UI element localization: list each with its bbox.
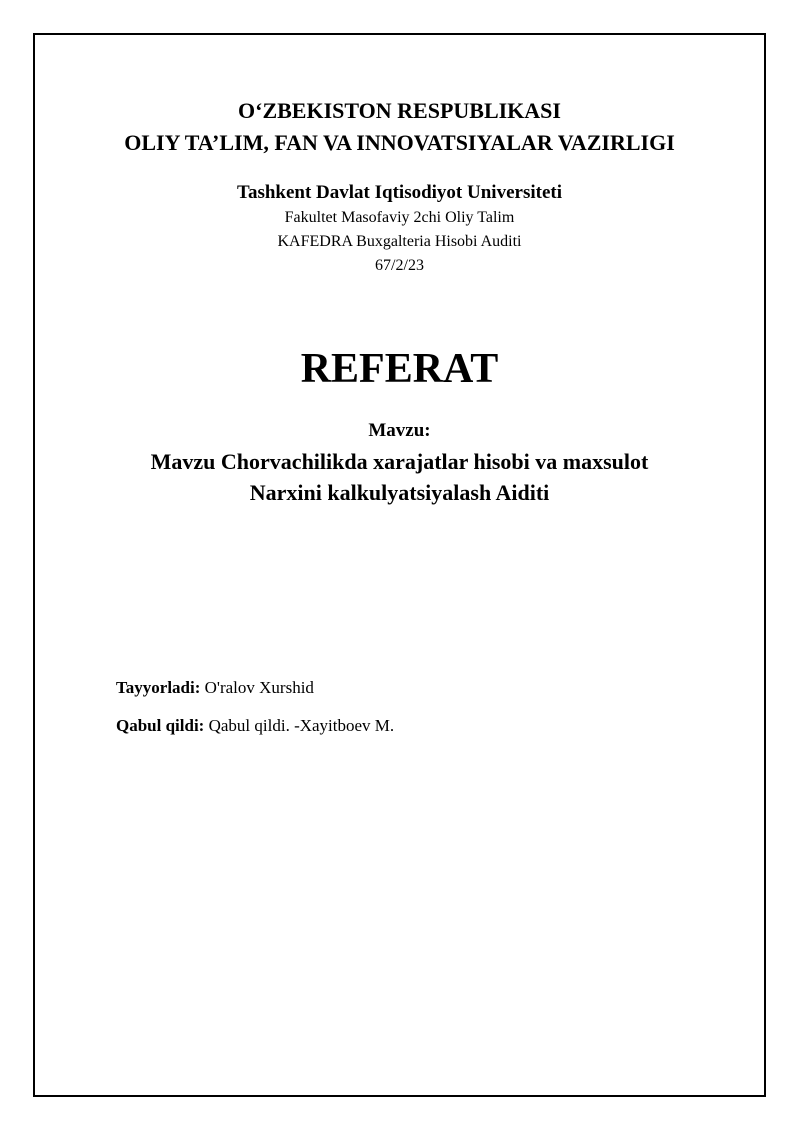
group-number: 67/2/23 bbox=[375, 257, 424, 274]
faculty-name: Fakultet Masofaviy 2chi Oliy Talim bbox=[284, 209, 515, 226]
topic-title-line-2: Narxini kalkulyatsiyalash Aiditi bbox=[249, 480, 550, 505]
accepted-by-value: Qabul qildi. -Xayitboev M. bbox=[204, 716, 395, 735]
university-name: Tashkent Davlat Iqtisodiyot Universiteti bbox=[237, 182, 562, 203]
prepared-by-line bbox=[116, 678, 314, 698]
prepared-by-label: Tayyorladi: bbox=[116, 678, 201, 697]
prepared-by-value: O'ralov Xurshid bbox=[200, 678, 314, 697]
topic-label: Mavzu: bbox=[368, 420, 431, 441]
accepted-by-line bbox=[116, 716, 394, 736]
accepted-by-label: Qabul qildi: bbox=[116, 716, 205, 735]
department-name: KAFEDRA Buxgalteria Hisobi Auditi bbox=[277, 233, 522, 250]
topic-title-line-1: Mavzu Chorvachilikda xarajatlar hisobi va maxsulot bbox=[150, 449, 649, 474]
republic-heading: O‘ZBEKISTON RESPUBLIKASI bbox=[238, 98, 561, 123]
document-type-title: REFERAT bbox=[300, 346, 499, 392]
ministry-heading: OLIY TA’LIM, FAN VA INNOVATSIYALAR VAZIRLIGI bbox=[124, 130, 675, 155]
